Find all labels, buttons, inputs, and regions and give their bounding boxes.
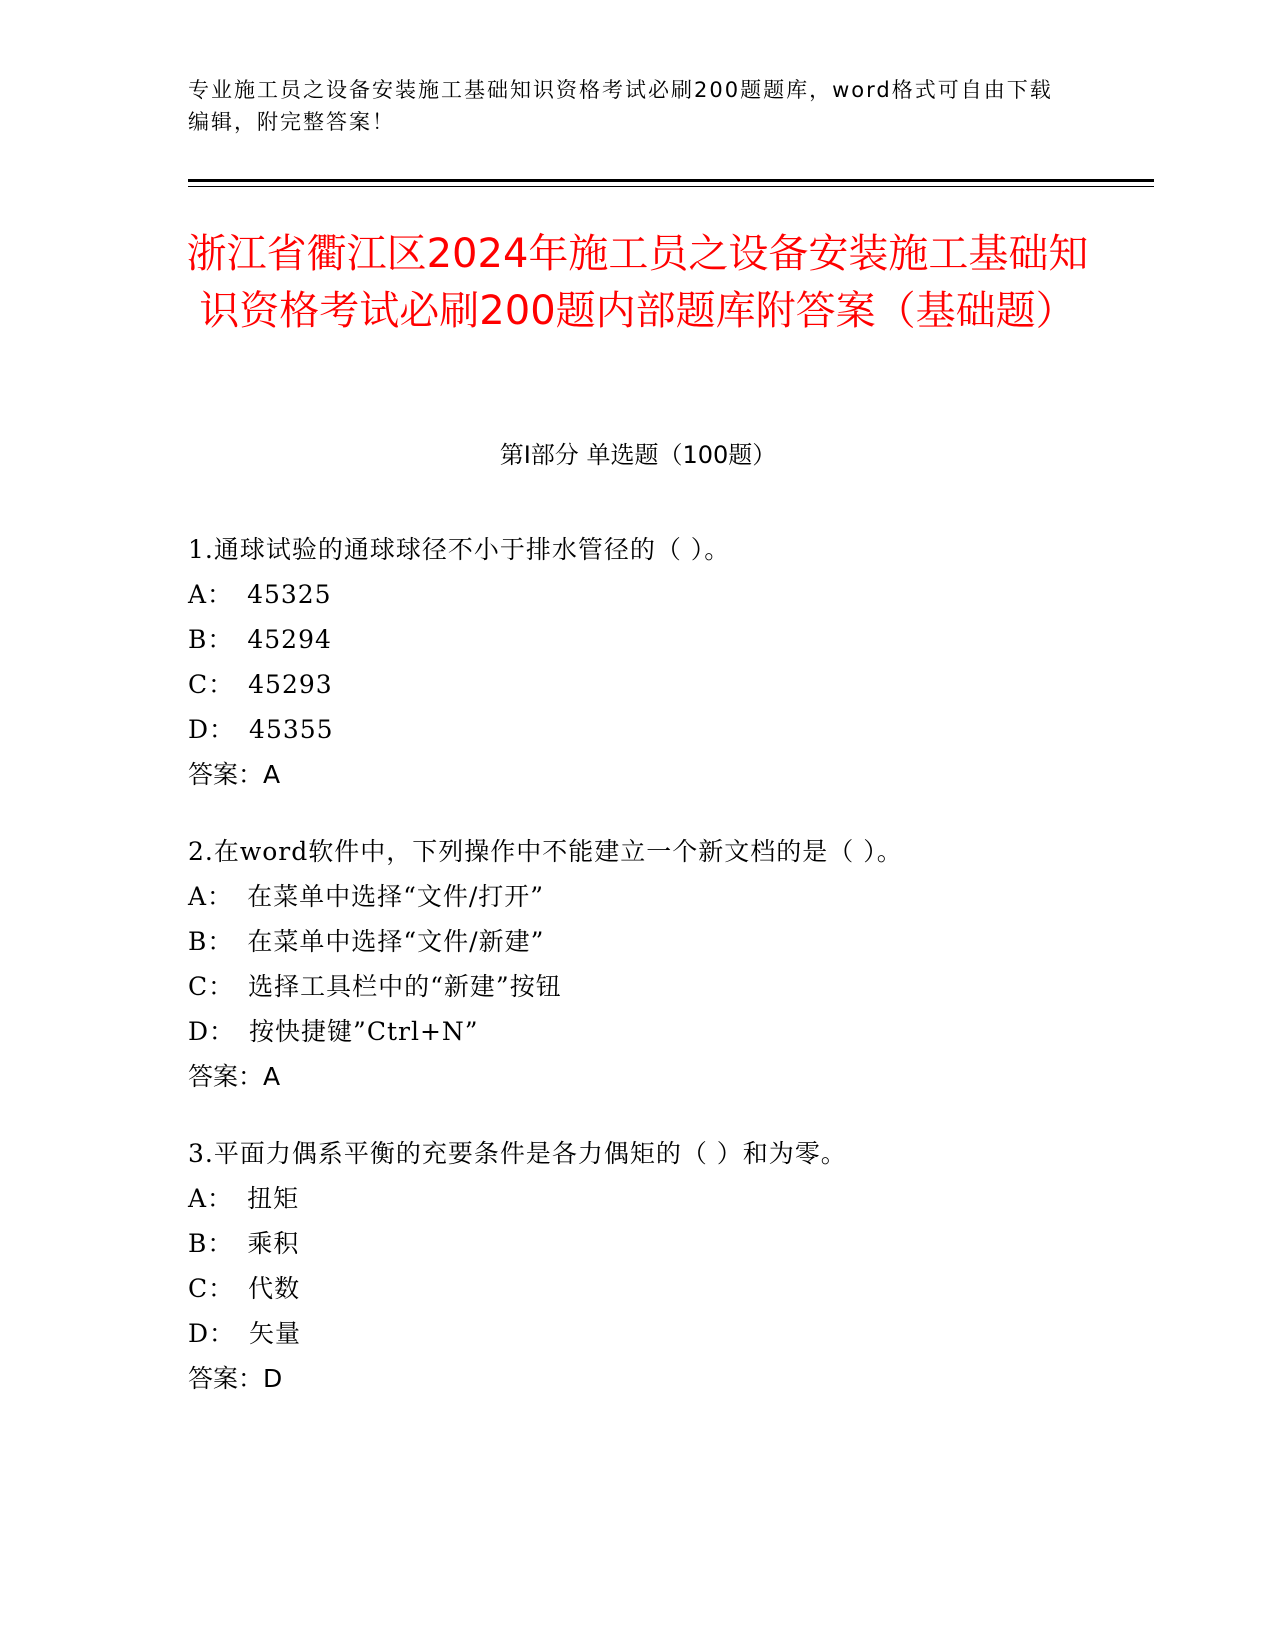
- option-text: 按快捷键”Ctrl+N”: [249, 1017, 479, 1046]
- header-divider-thin: [188, 186, 1154, 187]
- option-key: C：: [188, 972, 235, 1001]
- option-text: 45325: [247, 580, 332, 609]
- question-3: [188, 1131, 1088, 1401]
- answer-line: 答案：D: [188, 1364, 283, 1393]
- question-2: [188, 829, 1088, 1099]
- option-text: 矢量: [249, 1319, 302, 1348]
- option-a: [188, 1176, 1088, 1221]
- option-text: 在菜单中选择“文件/打开”: [247, 882, 545, 911]
- option-c: [188, 1266, 1088, 1311]
- option-text: 乘积: [247, 1229, 300, 1258]
- question-stem: 3.平面力偶系平衡的充要条件是各力偶矩的（ ）和为零。: [188, 1139, 847, 1168]
- answer-line: 答案：A: [188, 1062, 281, 1091]
- question-list: [188, 527, 1088, 1433]
- option-text: 在菜单中选择“文件/新建”: [247, 927, 545, 956]
- option-text: 代数: [248, 1274, 301, 1303]
- option-c: [188, 964, 1088, 1009]
- option-d: [188, 707, 1088, 752]
- option-key: B：: [188, 1229, 234, 1258]
- header-divider-thick: [188, 179, 1154, 182]
- answer-line: 答案：A: [188, 760, 281, 789]
- option-key: A：: [188, 882, 234, 911]
- option-key: B：: [188, 625, 234, 654]
- option-key: A：: [188, 580, 234, 609]
- option-text: 45293: [248, 670, 333, 699]
- option-text: 扭矩: [247, 1184, 300, 1213]
- option-b: [188, 919, 1088, 964]
- option-text: 45355: [249, 715, 334, 744]
- option-b: [188, 1221, 1088, 1266]
- option-text: 选择工具栏中的“新建”按钮: [248, 972, 562, 1001]
- option-c: [188, 662, 1088, 707]
- option-d: [188, 1311, 1088, 1356]
- option-key: D：: [188, 1017, 236, 1046]
- option-key: B：: [188, 927, 234, 956]
- option-a: [188, 572, 1088, 617]
- option-text: 45294: [247, 625, 332, 654]
- option-key: C：: [188, 1274, 235, 1303]
- question-stem: 1.通球试验的通球球径不小于排水管径的（ ）。: [188, 535, 731, 564]
- header-note: 专业施工员之设备安装施工基础知识资格考试必刷200题题库，word格式可自由下载编辑，附完整答案！: [188, 78, 1053, 134]
- option-key: D：: [188, 715, 236, 744]
- option-key: A：: [188, 1184, 234, 1213]
- question-1: [188, 527, 1088, 797]
- document-title: 浙江省衢江区2024年施工员之设备安装施工基础知识资格考试必刷200题内部题库附答案（基础题）: [186, 231, 1089, 334]
- option-key: D：: [188, 1319, 236, 1348]
- section-title: 第Ⅰ部分 单选题（100题）: [499, 441, 777, 469]
- option-b: [188, 617, 1088, 662]
- question-stem: 2.在word软件中，下列操作中不能建立一个新文档的是（ ）。: [188, 837, 903, 866]
- option-a: [188, 874, 1088, 919]
- option-d: [188, 1009, 1088, 1054]
- option-key: C：: [188, 670, 235, 699]
